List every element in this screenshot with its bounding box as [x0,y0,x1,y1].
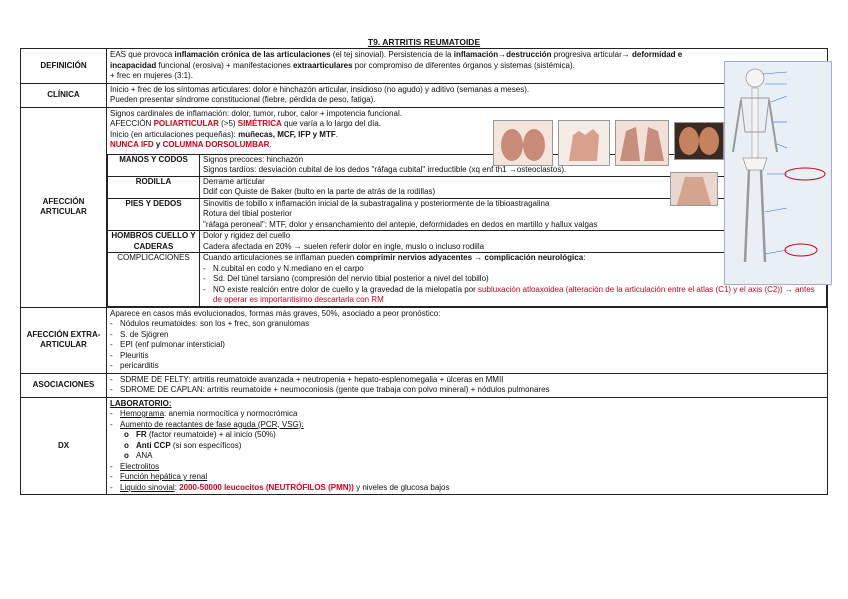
text: que varía a lo largo del día. [281,119,381,128]
row-clinica [21,83,828,107]
text: y [153,140,163,149]
sublabel-manos: MANOS Y CODOS [108,154,200,176]
text-bold: inflamación crónica de las articulaciones [174,50,331,59]
text-bold: extraarticulares [292,60,353,70]
sub-list-item [110,430,824,441]
text: Inicio (en articulaciones pequeñas): [110,129,239,139]
text-red: POLIARTICULAR [153,119,219,128]
label-clinica: CLÍNICA [21,83,107,107]
list-item: - pericarditis [110,361,824,372]
text: Pueden presentar síndrome constitucional (fiebre, pérdida de peso, fatiga). [110,95,376,104]
afeccion-subtable [107,154,827,307]
text: Dolor y rigidez del cuello [203,231,291,240]
summary-table [20,48,828,495]
text: AFECCIÓN [110,119,154,128]
text: Aumento de reactantes de fase aguda (PCR, VSG): [120,419,304,429]
text: Cuando articulaciones se inflaman pueden [203,253,357,262]
text: Signos precoces: hinchazón [203,154,304,164]
row-asociaciones [21,373,828,397]
label-definicion: DEFINICIÓN [21,49,107,84]
text: y niveles de glucosa bajos [353,482,450,492]
text-red: NUNCA IFD [110,140,154,149]
row-extra-articular [21,307,828,373]
text-bold: comprimir nervios adyacentes → complicación neurológica [356,253,584,262]
feet-deformity-photo [493,120,553,166]
page-title: T9. ARTRITIS REUMATOIDE [367,37,481,47]
list-item: - Nódulos reumatoides: son los + frec, son granulomas [110,319,824,330]
clinica-text [107,83,828,107]
text: + frec en mujeres (3:1). [110,71,193,80]
label-extra-articular: AFECCIÓN EXTRA-ARTICULAR [21,307,107,373]
text: Sinovitis de tobillo x inflamación inicial de la subastragalina y posteriormente de la tibioastragalina [203,198,550,208]
sub-row-pies [108,198,827,231]
text: Signos tardíos: desviación cubital de los dedos "ráfaga cubital" irreductible (xq enf th1 →osteoclastos). [203,165,567,174]
list-item [110,409,824,420]
text: : [583,253,586,262]
list-item: - SDROME DE CAPLAN: artritis reumatoide + neumoconiosis (gente que trabaja con polvo mineral) + nódulos pulmonares [110,385,824,396]
text: funcional (erosiva) + manifestaciones [156,60,293,70]
sub-row-rodilla [108,176,827,198]
sub-list-item [110,441,824,452]
text: Signos cardinales de inflamación: dolor, tumor, rubor, calor + impotencia funcional. [110,108,402,118]
sublabel-pies: PIES Y DEDOS [108,198,200,231]
text: Derrame articular [203,176,265,186]
row-dx [21,397,828,495]
text-red: SIMÉTRICA [237,119,282,128]
label-dx: DX [21,397,107,495]
label-asociaciones: ASOCIACIONES [21,373,107,397]
text: Función hepática y renal [120,472,208,481]
text: Hemograma [120,409,165,418]
text: Inicio + frec de los síntomas articulares: dolor e hinchazón articular, insidioso (no agudo) y aditivo (semanas a meses). [110,84,530,94]
label-afeccion-articular: AFECCIÓN ARTICULAR [21,107,107,307]
text: Cadera afectada en 20% → suelen referir dolor en ingle, muslo o incluso rodilla [203,241,485,251]
text-bold: deformidad e incapacidad [110,50,683,70]
text-heading: LABORATORIO: [110,398,172,408]
text: (el tej sinovial). Persistencia de la [330,50,454,59]
text: Rotura del tibial posterior [203,209,292,218]
text-red: subluxación atloaxoidea (alteración de la articulación entre el atlas (C1) y el axis (C2)) → antes de operar es importantisimo descartarla con RM [213,284,815,304]
knees-photo [674,122,724,160]
text-bold: Anti CCP [136,440,171,450]
list-item: - S. de Sjögren [110,330,824,341]
text: : [174,482,180,492]
text-bold: muñecas, MCF, IFP y MTF [238,129,336,139]
list-item: - EPI (enf pulmonar intersticial) [110,340,824,351]
text: (factor reumatoide) + al inicio (50%) [146,430,276,439]
list-item: - Sd. Del túnel tarsiano (compresión del nervio tibial posterior a nivel del tobillo) [203,274,823,285]
sublabel-complicaciones: COMPLICACIONES [108,253,200,307]
list-item: - SDRME DE FELTY: artritis reumatoide avanzada + neutropenia + hepato-esplenomegalia + úlceras en MMII [110,375,824,386]
text: progresiva articular→ [551,50,632,59]
list-item: - N.cubital en codo y N.mediano en el carpo [203,264,823,275]
definicion-text [107,49,828,84]
sub-list-item [110,451,824,462]
text: Liquido sinovial [120,482,175,492]
knee-baker-cyst-photo [670,172,718,206]
list-item [110,472,824,483]
text: por compromiso de diferentes órganos y sistemas (sistémica). [352,60,575,70]
text: EAS que provoca [110,50,175,59]
sublabel-rodilla: RODILLA [108,176,200,198]
list-item: - Pleuritis [110,351,824,362]
text: NO existe realción entre dolor de cuello y la gravedad de la mielopatía por [213,284,479,294]
list-item [110,483,824,494]
extra-text [107,307,828,373]
text: Electrolitos [120,461,160,471]
row-definicion [21,49,828,84]
text-red: 2000-50000 leucocitos (NEUTRÓFILOS (PMN)) [179,482,354,492]
text: : anemia normocítica y normocrómica [164,409,298,418]
text: Aparece en casos más evolucionados, formas más graves, 50%, asociado a peor pronóstico: [110,308,441,318]
asociaciones-text [107,373,828,397]
text-red: COLUMNA DORSOLUMBAR [162,140,270,149]
text-bold: inflamación→destrucción [453,50,552,59]
text: ANA [136,451,153,460]
text-bold: FR [136,430,147,439]
list-item [110,462,824,473]
text: "ráfaga peroneal": MTF, dolor y ensanchamiento del antepie, deformidades en dedos en martillo y hallux valgas [203,219,598,229]
text: (si son específicos) [170,440,242,450]
list-item [203,285,823,306]
sub-row-hombros [108,231,827,253]
hands-photo [615,120,669,166]
list-item [110,420,824,431]
dx-text [107,397,828,495]
skeleton-figure [724,61,832,285]
hand-ulnar-deviation-photo [558,120,610,166]
text: . [269,140,272,149]
text: Ddif con Quiste de Baker (bulto en la parte de atrás de la rodillas) [203,187,436,196]
text: . [335,129,338,139]
text: (>5) [218,119,238,128]
sublabel-hombros: HOMBROS CUELLO Y CADERAS [108,231,200,253]
sub-row-complicaciones [108,253,827,307]
